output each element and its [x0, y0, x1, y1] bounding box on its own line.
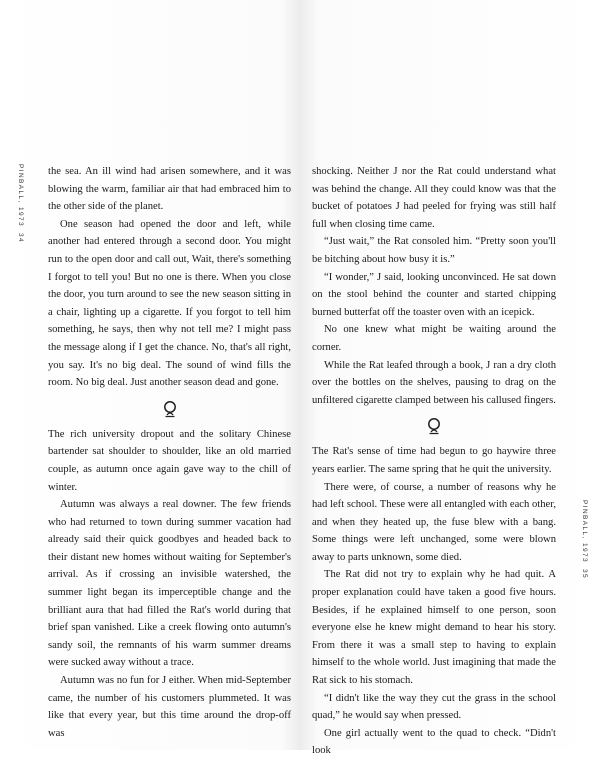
left-paragraph-2: One season had opened the door and left, while another had entered through a second door. You might run to the open door and call out, Wait, there's something I forgot to tell you! But no one is there. When you close the door, you turn around to see the new season sitting in a chair, lighting up a cigarette. If you forgot to tell him something, he says, then why not tell me? I might pass the message along if I get the chance. No, that's all right, you say. It's no big deal. The sound of wind fills the room. No big deal. Just another season dead and gone. [48, 218, 291, 389]
right-paragraph-5: While the Rat leafed through a book, J ran a dry cloth over the bottles on the shelves, pausing to drag on the unfiltered cigarette clamped between his callused fingers. [312, 359, 556, 406]
right-page-number: 35 [581, 569, 588, 580]
right-running-title: PINBALL, 1973 [581, 500, 588, 564]
left-paragraph-4: Autumn was always a real downer. The few friends who had returned to town during summer vacation had already said their quick goodbyes and headed back to their distant new homes without waiting for September's arrival. As if crossing an invisible watershed, the summer light began its imperceptible change and the brilliant aura that had filled the Rat's world during that brief span vanished. Like a creek flowing onto autumn's sandy soil, the remnants of his warm summer dreams were sucked away without a trace. [48, 499, 291, 669]
right-paragraph-4: No one knew what might be waiting around the corner. [312, 324, 556, 353]
left-paragraph-5: Autumn was no fun for J either. When mid-September came, the number of his customers plummeted. It was like that every year, but this time around the drop-off was [48, 675, 291, 739]
right-paragraph-6: The Rat's sense of time had begun to go haywire three years earlier. The same spring that he quit the university. [312, 446, 556, 475]
left-paragraph-3: The rich university dropout and the solitary Chinese bartender sat shoulder to shoulder, like an old married couple, as autumn once again gave way to the chill of winter. [48, 428, 291, 493]
q-ornament-icon [427, 417, 441, 435]
left-section-break [48, 392, 291, 426]
left-running-title: PINBALL, 1973 [17, 164, 24, 228]
right-page-text [312, 163, 556, 760]
right-paragraph-3: “I wonder,” J said, looking unconvinced. He sat down on the stool behind the counter and started chipping burned butterfat off the toaster oven with an icepick. [312, 271, 556, 318]
right-paragraph-2: “Just wait,” the Rat consoled him. “Pretty soon you'll be bitching about how busy it is.” [312, 236, 556, 265]
right-paragraph-7: There were, of course, a number of reasons why he had left school. These were all entangled with each other, and when they heated up, the fuse blew with a bang. Some things were left unchanged, some were blown away to parts unknown, some died. [312, 481, 556, 563]
right-paragraph-1: shocking. Neither J nor the Rat could understand what was behind the change. All they could know was that the bucket of potatoes J had peeled for frying was still half full when closing time came. [312, 166, 556, 230]
left-running-head [17, 164, 24, 243]
right-running-head [581, 500, 588, 579]
left-page-number: 34 [17, 233, 24, 244]
right-paragraph-10: One girl actually went to the quad to check. “Didn't look [312, 727, 556, 757]
right-paragraph-8: The Rat did not try to explain why he had quit. A proper explanation could have taken a good five hours. Besides, if he explained himself to one person, soon everyone else he knew might demand to hear his story. From there it was a small step to having to explain himself to the whole world. Just imagining that made the Rat sick to his stomach. [312, 569, 556, 687]
q-ornament-icon [163, 400, 177, 418]
right-section-break [312, 409, 556, 443]
left-page-text [48, 163, 291, 742]
left-paragraph-1: the sea. An ill wind had arisen somewhere, and it was blowing the warm, familiar air that had embraced him to the other side of the planet. [48, 166, 291, 213]
right-paragraph-9: “I didn't like the way they cut the grass in the school quad,” he would say when pressed. [312, 692, 556, 722]
